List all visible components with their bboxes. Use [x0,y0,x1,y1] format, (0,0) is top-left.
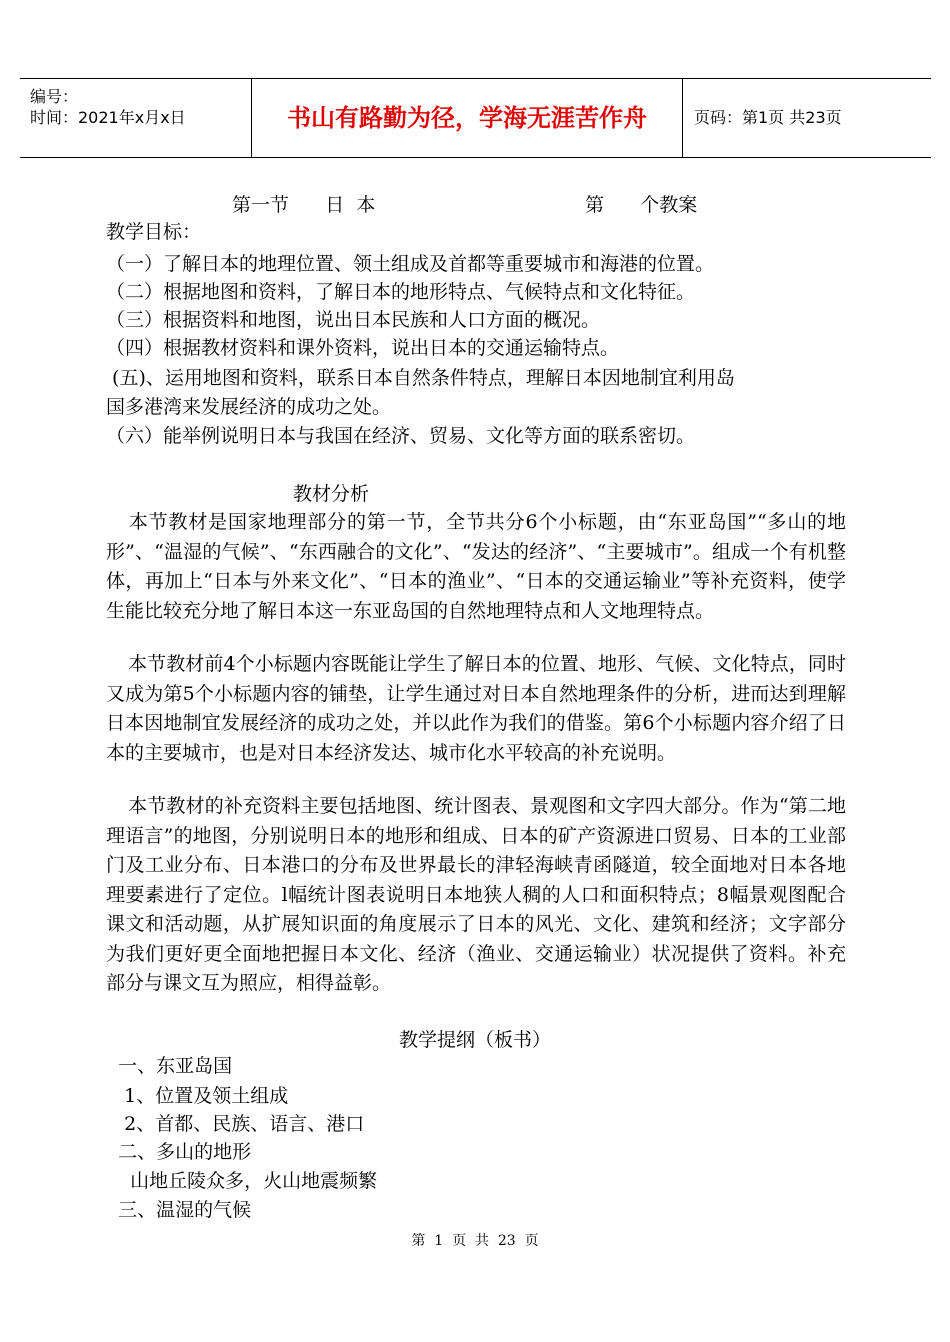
objective-item: （六）能举例说明日本与我国在经济、贸易、文化等方面的联系密切。 [106,425,696,447]
analysis-heading: 教材分析 [293,483,370,505]
objective-item: (五)、运用地图和资料，联系日本自然条件特点，理解日本因地制宜利用岛 [106,367,735,389]
page-footer: 第 1 页 共 23 页 [411,1233,539,1249]
objective-item: （三）根据资料和地图，说出日本民族和人口方面的概况。 [106,309,601,331]
objective-item: （四）根据教材资料和课外资料，说出日本的交通运输特点。 [106,337,620,359]
header-meta [20,79,250,157]
objectives-heading: 教学目标： [106,221,202,243]
outline-item: 2、首都、民族、语言、港口 [106,1113,365,1135]
header-page-info: 页码：第1页 共23页 [694,108,842,127]
analysis-paragraph: 本节教材前4个小标题内容既能让学生了解日本的位置、地形、气候、文化特点，同时又成为第5个小标题内容的铺垫，让学生通过对日本自然地理条件的分析，进而达到理解日本因地制宜发展经济的成功之处，并以此作为我们的借鉴。第6个小标题内容介绍了日本的主要城市，也是对日本经济发达、城市化水平较高的补充说明。 [106,653,846,764]
objective-item: 国多港湾来发展经济的成功之处。 [106,396,392,418]
analysis-paragraph: 本节教材是国家地理部分的第一节，全节共分6个小标题，由“东亚岛国”“多山的地形”、“温湿的气候”、“东西融合的文化”、“发达的经济”、“主要城市”。组成一个有机整体，再加上“日本与外来文化”、“日本的渔业”、“日本的交通运输业”等补充资料，使学生能比较充分地了解日本这一东亚岛国的自然地理特点和人文地理特点。 [106,511,846,622]
section-title: 第一节 日 本 [232,194,376,216]
lesson-number-title: 第 个教案 [585,194,698,216]
objective-item: （一）了解日本的地理位置、领土组成及首都等重要城市和海港的位置。 [106,253,715,275]
document-time-label: 时间：2021年x月x日 [30,108,186,127]
outline-heading: 教学提纲（板书） [398,1029,551,1051]
objective-item: （二）根据地图和资料，了解日本的地形特点、气候特点和文化特征。 [106,281,696,303]
analysis-paragraph: 本节教材的补充资料主要包括地图、统计图表、景观图和文字四大部分。作为“第二地理语言”的地图，分别说明日本的地形和组成、日本的矿产资源进口贸易、日本的工业部门及工业分布、日本港口的分布及世界最长的津轻海峡青函隧道，较全面地对日本各地理要素进行了定位。l幅统计图表说明日本地狭人稠的人口和面积特点；8幅景观图配合课文和活动题，从扩展知识面的角度展示了日本的风光、文化、建筑和经济；文字部分为我们更好更全面地把握日本文化、经济（渔业、交通运输业）状况提供了资料。补充部分与课文互为照应，相得益彰。 [106,795,846,994]
outline-item: 三、温湿的气候 [106,1199,252,1221]
page-header [20,78,931,158]
outline-item: 山地丘陵众多，火山地震频繁 [106,1170,378,1192]
outline-item: 1、位置及领土组成 [106,1085,289,1107]
document-number-label: 编号： [30,87,79,106]
header-motto: 书山有路勤为径，学海无涯苦作舟 [251,79,683,157]
outline-item: 二、多山的地形 [106,1141,252,1163]
outline-item: 一、东亚岛国 [106,1055,233,1077]
